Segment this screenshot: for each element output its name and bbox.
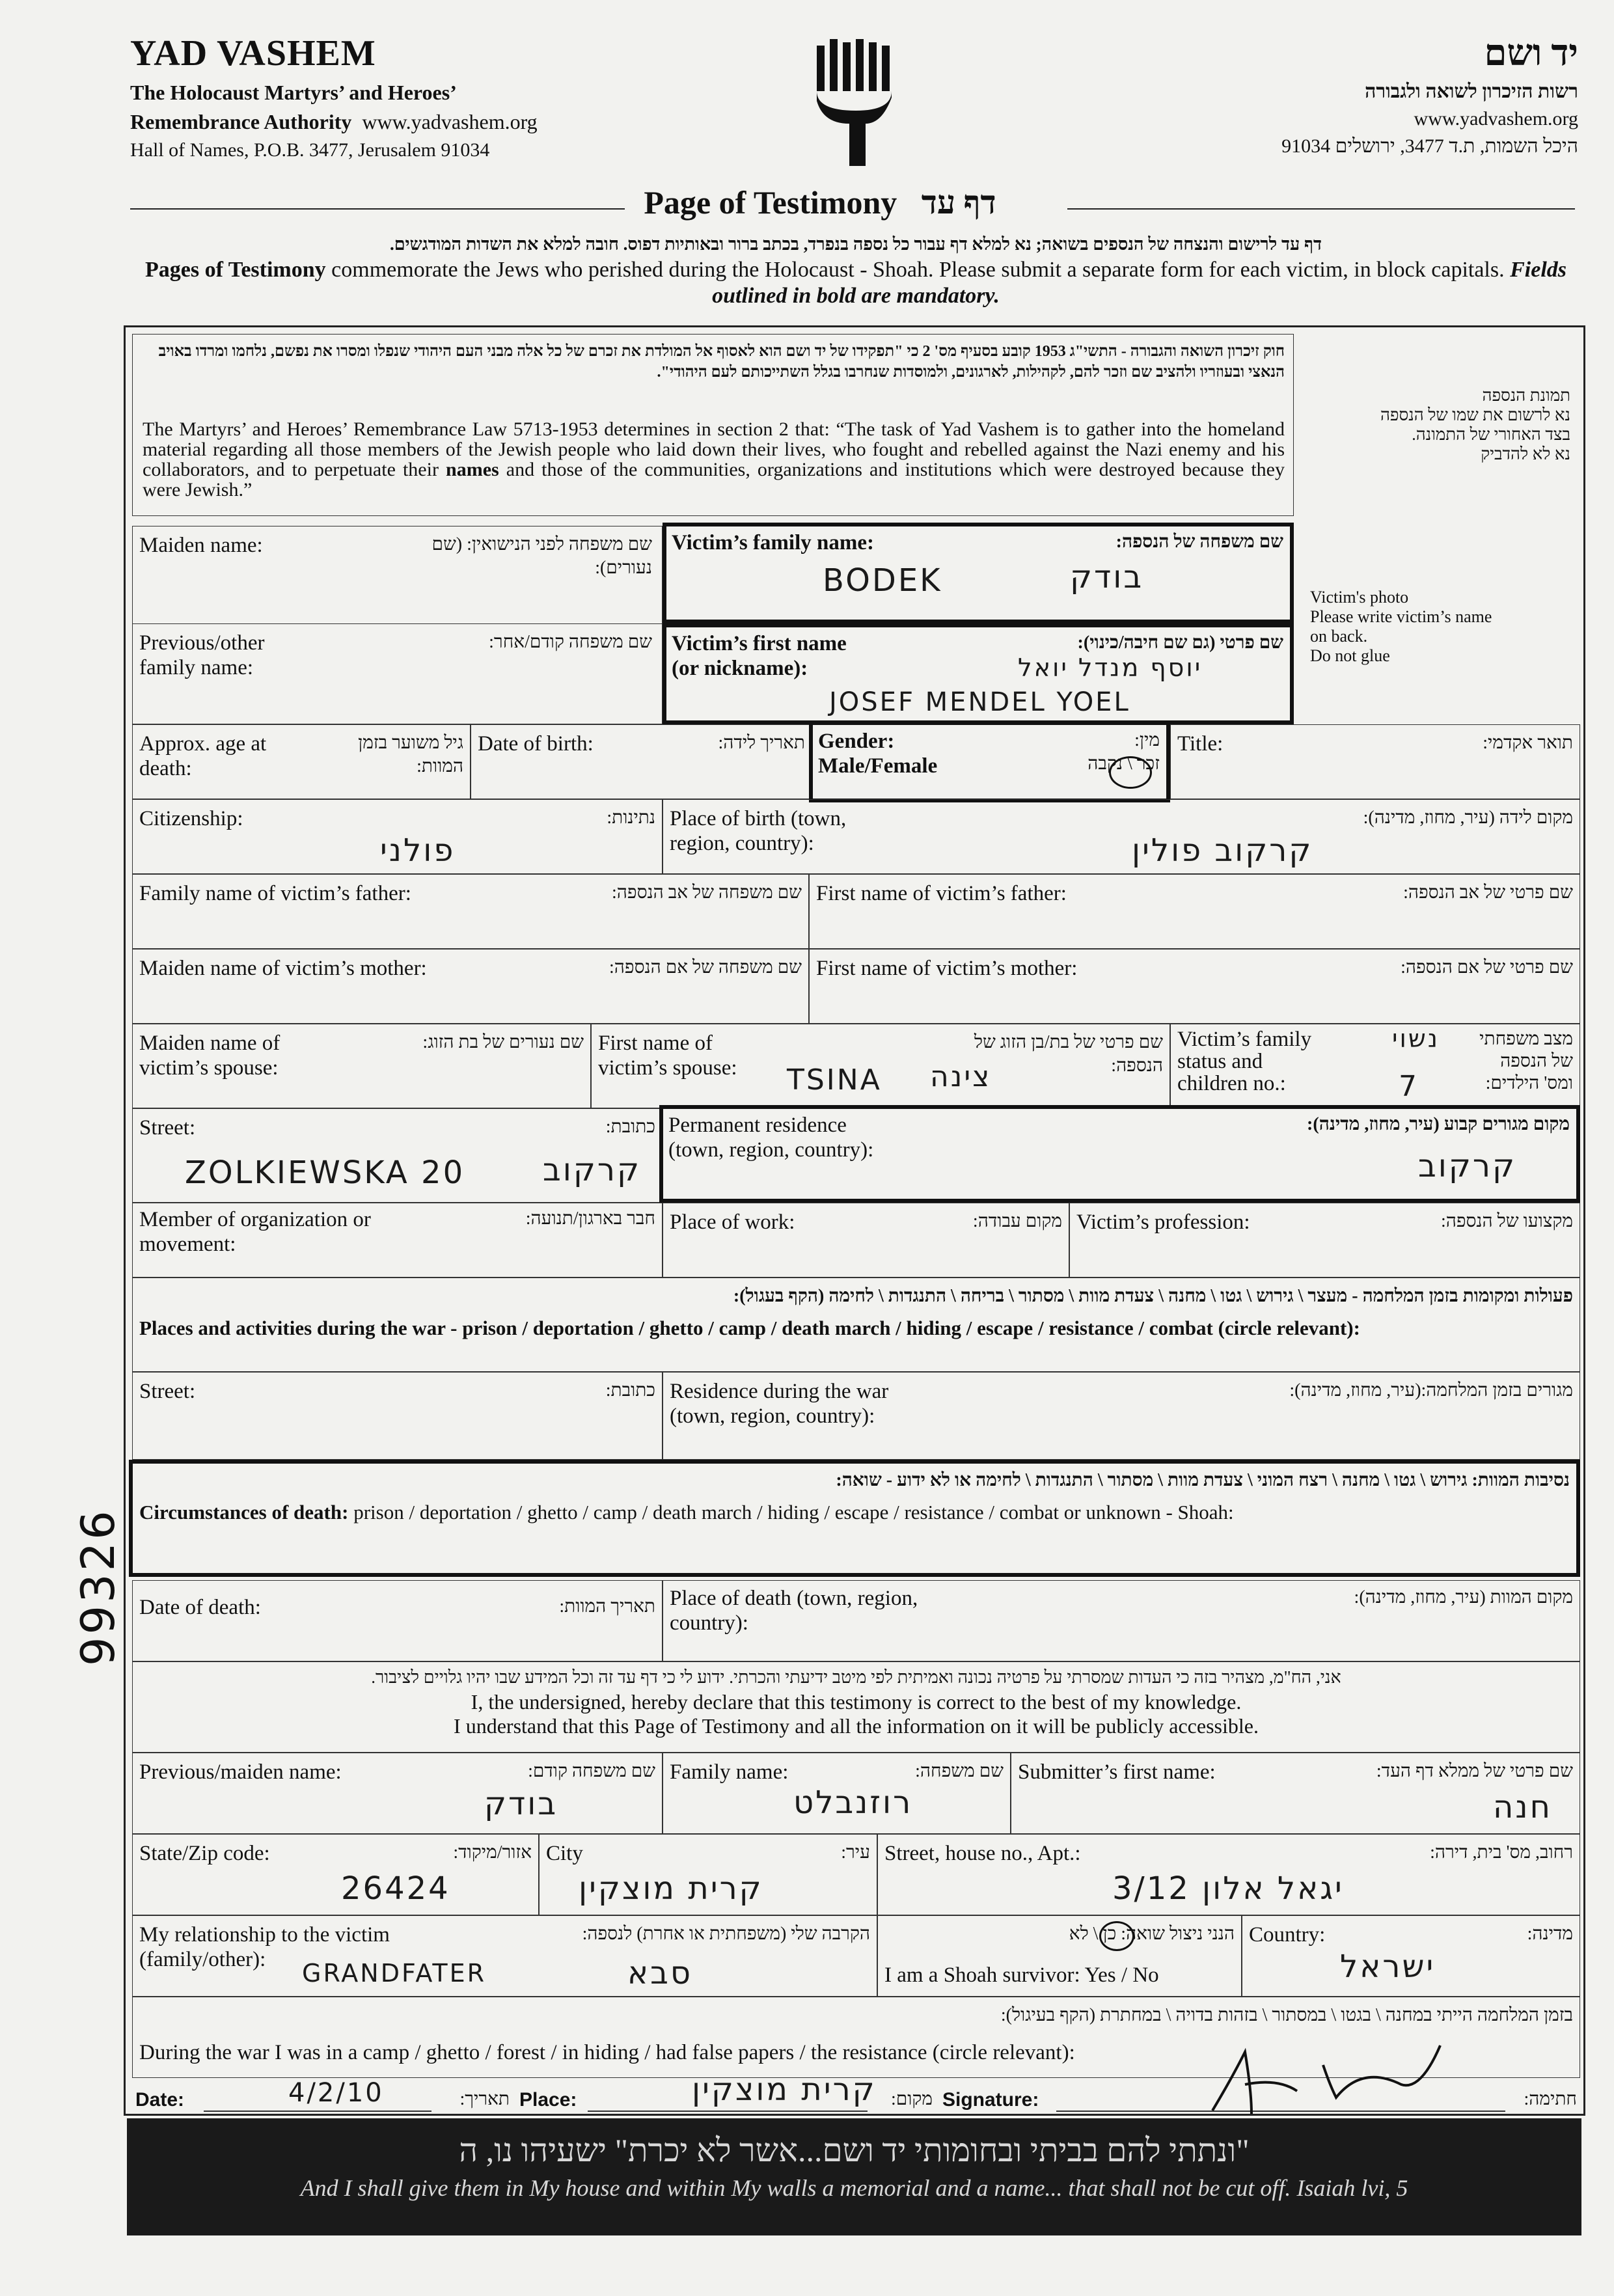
intro-he: דף עד לרישום והנצחה של הנספים בשואה; נא למלא דף עבור כל נספה בנפרד, בכתב ברור ובאותיות דפוס. חובה למלא את השדות המודגשים.	[389, 234, 1322, 254]
intro	[127, 231, 1585, 309]
zip-label-he: אזור/מיקוד:	[453, 1842, 532, 1863]
city-label: City	[546, 1842, 583, 1865]
title-rule-left	[130, 208, 625, 210]
birthplace-label-he: מקום לידה (עיר, מחוז, מדינה):	[1363, 808, 1573, 828]
first-name-label: Victim’s first name (or nickname):	[672, 632, 847, 680]
survivor-label-he: הנני ניצול שואה: כן \ לא	[1069, 1924, 1235, 1944]
academic-title-field[interactable]	[1170, 724, 1580, 799]
org-subtitle-he: רשות הזיכרון לשואה ולגבורה	[1365, 81, 1578, 102]
war-res-label: Residence during the war (town, region, country):	[670, 1380, 889, 1428]
first-name-label-he: שם פרטי (גם שם חיבה/כינוי):	[1077, 633, 1283, 653]
gender-label-he: מין: זכר \ נקבה	[1087, 730, 1160, 774]
organization-field[interactable]	[132, 1203, 663, 1278]
city-value-he: קרית מוצקין	[579, 1870, 763, 1907]
yad-vashem-logo-icon	[810, 39, 901, 169]
title-label-he: תואר אקדמי:	[1483, 733, 1573, 753]
side-reference-number: 99326	[72, 1508, 125, 1666]
law-box	[132, 334, 1294, 516]
sub-first-label-he: שם פרטי של ממלא דף העד:	[1376, 1761, 1573, 1781]
footer-quote-band	[127, 2118, 1581, 2235]
relationship-label-he: הקרבה שלי (משפחתית או אחרת) לנספה:	[582, 1924, 870, 1944]
signature-label: Signature:	[942, 2089, 1039, 2111]
declaration	[132, 1661, 1580, 1753]
citizenship-value-he: פולני	[380, 832, 456, 869]
circumstances-of-death-field[interactable]	[129, 1460, 1580, 1577]
activities-label: Places and activities during the war - prison / deportation / ghetto / camp / death march / hiding / escape / resistance / combat (circle relevant):	[139, 1317, 1360, 1339]
photo-note-en: Victim's photo Please write victim’s name on back. Do not glue	[1310, 588, 1492, 665]
place-line	[588, 2111, 868, 2112]
org-subtitle: The Holocaust Martyrs’ and Heroes’	[130, 81, 457, 104]
birthplace-value-he: קרקוב פולין	[1132, 832, 1313, 869]
spouse-first-value: TSINA	[787, 1063, 882, 1097]
profession-label: Victim’s profession:	[1076, 1210, 1250, 1234]
zip-value: 26424	[341, 1870, 450, 1907]
country-label-he: מדינה:	[1527, 1924, 1573, 1944]
family-name-label-he: שם משפחה של הנספה:	[1115, 532, 1283, 552]
mother-first-name-field[interactable]	[809, 949, 1580, 1024]
org-name-he: יד ושם	[1484, 33, 1578, 74]
sub-family-label-he: שם משפחה:	[915, 1761, 1004, 1781]
maiden-name-label-he: שם משפחה לפני הנישואין: (שם נעורים):	[431, 534, 652, 578]
date-label-he: תאריך:	[459, 2089, 510, 2109]
family-name-value: BODEK	[823, 562, 942, 599]
org-name: YAD VASHEM	[130, 33, 376, 74]
place-value-he: קרית מוצקין	[692, 2071, 877, 2108]
family-status-field[interactable]	[1170, 1024, 1580, 1108]
work-label: Place of work:	[670, 1210, 795, 1234]
intro-en: Pages of Testimony commemorate the Jews who perished during the Holocaust - Shoah. Please submit a separate form for each victim, in block capitals. Fields outlined in bold are mandatory.	[144, 258, 1567, 308]
page-title: Page of Testimony דף עד	[644, 184, 996, 221]
date-line	[204, 2111, 431, 2112]
street-label-he: כתובת:	[605, 1117, 655, 1137]
war-street-label: Street:	[139, 1380, 196, 1403]
declaration-he: אני, הח"מ, מצהיר בזה כי העדות שמסרתי על פרטיה נכונה ואמיתית לפי מיטב ידיעתי והכרתי. ידוע לי כי דף עד זה וכל המידע שבו יהיו גלויים לציבור.	[371, 1667, 1341, 1687]
sub-first-label: Submitter’s first name:	[1018, 1760, 1216, 1784]
previous-name-label-he: שם משפחה קודם/אחר:	[489, 632, 652, 652]
street-value: ZOLKIEWSKA 20	[185, 1155, 465, 1191]
org-label: Member of organization or movement:	[139, 1208, 371, 1256]
street-label: Street:	[139, 1116, 196, 1140]
org-subtitle-2: Remembrance Authority www.yadvashem.org	[130, 110, 538, 133]
activities-label-he: פעולות ומקומות בזמן המלחמה - מעצר \ גירוש \ גטו \ מחנה \ צעדת מוות \ מסתור \ בריחה \ התנגדות \ לחימה (הקף בעגול):	[733, 1286, 1573, 1306]
dob-label: Date of birth:	[478, 732, 594, 756]
victim-first-name-field[interactable]	[663, 623, 1294, 724]
war-activities-field[interactable]	[132, 1278, 1580, 1372]
citizenship-label-he: נתינות:	[607, 808, 655, 828]
submitter-family-name-field[interactable]	[663, 1753, 1011, 1834]
circumstances-label: Circumstances of death: prison / deportation / ghetto / camp / death march / hiding / escape / resistance / combat or unknown - Shoah:	[139, 1501, 1234, 1524]
gender-male-circle	[1109, 756, 1152, 789]
law-text-he: חוק זיכרון השואה והגבורה - התשי"ג 1953 קובע בסעיף מס' 2 כי "תפקידו של יד ושם הוא לאסוף אל המולדת את זכרם של כל אלה מבני העם היהודי שנפלו ומסרו את נפשם, נלחמו ומרדו באויב הנאצי ובעוזריו ולהציב שם וזכר להם, לקהילות, לארגונים, ולמוסדות שנחרבו בגלל השתייכותם לעם היהודי".	[158, 343, 1285, 381]
sub-family-value-he: רוזנבלט	[793, 1784, 913, 1821]
testimony-form	[124, 325, 1585, 2116]
spouse-first-name-field[interactable]	[591, 1024, 1170, 1108]
mother-maiden-label: Maiden name of victim’s mother:	[139, 957, 427, 980]
permanent-residence-field[interactable]	[659, 1105, 1580, 1203]
sub-prev-label-he: שם משפחה קודם:	[528, 1761, 655, 1781]
date-of-death-field[interactable]	[132, 1580, 663, 1661]
law-text-en: The Martyrs’ and Heroes’ Remembrance Law 5713-1953 determines in section 2 that: “The task of Yad Vashem is to gather into the homeland material regarding all those members of the Jewish people who laid down their lives, who fought and rebelled against the Nazi enemy and his collaborators, and to perpetuate their names and those of the communities, organizations and institutions which were destroyed because they were Jewish.”	[143, 418, 1285, 500]
previous-name-field[interactable]	[132, 623, 663, 724]
sub-family-label: Family name:	[670, 1760, 789, 1784]
citizenship-label: Citizenship:	[139, 807, 243, 830]
address-label-he: רחוב, מס' בית, דירה:	[1430, 1842, 1573, 1863]
sub-first-value-he: חנה	[1493, 1789, 1552, 1825]
perm-res-value-he: קרקוב	[1418, 1148, 1517, 1184]
relationship-label: My relationship to the victim (family/other):	[139, 1923, 390, 1971]
submitter-first-name-field[interactable]	[1011, 1753, 1580, 1834]
birthplace-field[interactable]	[663, 799, 1580, 874]
birthplace-label: Place of birth (town, region, country):	[670, 807, 847, 855]
pod-label-he: מקום המוות (עיר, מחוז, מדינה):	[1354, 1587, 1573, 1607]
father-first-label: First name of victim’s father:	[816, 882, 1067, 905]
relationship-value: GRANDFATER	[302, 1959, 487, 1988]
father-first-label-he: שם פרטי של אב הנספה:	[1403, 882, 1573, 903]
sub-prev-value-he: בודק	[484, 1786, 558, 1822]
place-of-work-field[interactable]	[663, 1203, 1069, 1278]
citizenship-field[interactable]	[132, 799, 663, 874]
dob-label-he: תאריך לידה:	[718, 733, 805, 753]
family-status-label: Victim’s family status and children no.:	[1177, 1028, 1312, 1095]
signature-icon	[1206, 2039, 1479, 2124]
dob-field[interactable]	[471, 724, 812, 799]
mother-first-label-he: שם פרטי של אם הנספה:	[1401, 957, 1573, 977]
relationship-field[interactable]	[132, 1915, 877, 1997]
footer-quote-he: "ונתתי להם בביתי ובחומותי יד ושם...אשר לא יכרת" ישעיהו נו, ה	[459, 2132, 1250, 2168]
family-status-label-he: מצב משפחתי של הנספה ומס' הילדים:	[1479, 1029, 1573, 1093]
declaration-en-2: I understand that this Page of Testimony and all the information on it will be publicly accessible.	[454, 1714, 1259, 1738]
survivor-no-circle	[1099, 1921, 1134, 1951]
previous-name-label: Previous/other family name:	[139, 631, 265, 679]
address-label: Street, house no., Apt.:	[884, 1842, 1081, 1865]
war-residence-field[interactable]	[663, 1372, 1580, 1460]
age-label-he: גיל משוער בזמן המוות:	[358, 733, 463, 776]
age-field[interactable]	[132, 724, 471, 799]
declaration-en-1: I, the undersigned, hereby declare that this testimony is correct to the best of my knowledge.	[471, 1690, 1242, 1714]
father-family-name-field[interactable]	[132, 874, 809, 949]
gender-label: Gender: Male/Female	[818, 730, 938, 778]
org-url-he: www.yadvashem.org	[1414, 108, 1578, 130]
date-label: Date:	[135, 2089, 185, 2111]
during-war-label: During the war I was in a camp / ghetto / forest / in hiding / had false papers / the resistance (circle relevant):	[139, 2041, 1075, 2064]
country-label: Country:	[1249, 1923, 1326, 1947]
father-first-name-field[interactable]	[809, 874, 1580, 949]
survivor-label: I am a Shoah survivor: Yes / No	[884, 1963, 1159, 1987]
photo-note-he: תמונת הנספה נא לרשום את שמו של הנספה בצד האחורי של התמונה. נא לא להדביק	[1380, 386, 1570, 463]
spouse-first-label: First name of victim’s spouse:	[598, 1032, 737, 1080]
dod-label-he: תאריך המוות:	[559, 1596, 655, 1617]
country-field[interactable]	[1242, 1915, 1580, 1997]
address-field[interactable]	[877, 1834, 1580, 1915]
family-status-value-he: נשוי	[1392, 1024, 1440, 1053]
perm-res-label: Permanent residence (town, region, country):	[668, 1114, 874, 1162]
war-street-field[interactable]	[132, 1372, 663, 1460]
dod-label: Date of death:	[139, 1596, 261, 1619]
war-res-label-he: מגורים בזמן המלחמה:(עיר, מחוז, מדינה):	[1289, 1380, 1573, 1401]
title-rule-right	[1067, 208, 1575, 210]
victim-family-name-field[interactable]	[663, 523, 1294, 623]
maiden-name-label: Maiden name:	[139, 534, 263, 557]
age-label: Approx. age at death:	[139, 732, 267, 780]
circumstances-label-he: נסיבות המוות: גירוש \ גטו \ מחנה \ רצח המוני \ צעדת מוות \ מסתור \ התנגדות \ לחימה או לא ידוע - שואה:	[836, 1470, 1570, 1490]
profession-label-he: מקצועו של הנספה:	[1440, 1211, 1573, 1231]
street-field[interactable]	[132, 1108, 663, 1203]
father-family-label-he: שם משפחה של אב הנספה:	[612, 882, 802, 903]
children-count-value: 7	[1399, 1070, 1419, 1103]
place-label: Place:	[519, 2089, 577, 2111]
title-label: Title:	[1177, 732, 1224, 756]
mother-first-label: First name of victim’s mother:	[816, 957, 1078, 980]
spouse-maiden-label: Maiden name of victim’s spouse:	[139, 1032, 280, 1080]
war-street-label-he: כתובת:	[605, 1380, 655, 1401]
signature-label-he: חתימה:	[1524, 2089, 1577, 2109]
address-value-he: יגאל אלון 3/12	[1112, 1870, 1344, 1907]
org-address-he: היכל השמות, ת.ד 3477, ירושלים 91034	[1281, 135, 1578, 157]
sub-prev-label: Previous/maiden name:	[139, 1760, 342, 1784]
perm-res-label-he: מקום מגורים קבוע (עיר, מחוז, מדינה):	[1307, 1114, 1570, 1134]
spouse-first-label-he: שם פרטי של בת/בן הזוג של הנספה:	[974, 1032, 1163, 1076]
pod-label: Place of death (town, region, country):	[670, 1587, 918, 1635]
spouse-first-value-he: צינה	[930, 1060, 992, 1093]
country-value-he: ישראל	[1340, 1948, 1436, 1985]
street-value-he: קרקוב	[543, 1152, 642, 1188]
city-field[interactable]	[539, 1834, 877, 1915]
mother-maiden-name-field[interactable]	[132, 949, 809, 1024]
header-english	[130, 33, 716, 161]
date-value: 4/2/10	[288, 2078, 384, 2108]
header-hebrew	[992, 33, 1578, 157]
first-name-value: JOSEF MENDEL YOEL	[829, 687, 1130, 717]
footer-quote-en: And I shall give them in My house and within My walls a memorial and a name... that shall not be cut off. Isaiah lvi, 5	[300, 2175, 1408, 2201]
place-of-death-field[interactable]	[663, 1580, 1580, 1661]
org-address: Hall of Names, P.O.B. 3477, Jerusalem 91034	[130, 139, 490, 161]
family-name-value-he: בודק	[1070, 559, 1144, 595]
spouse-maiden-name-field[interactable]	[132, 1024, 591, 1108]
profession-field[interactable]	[1069, 1203, 1580, 1278]
first-name-value-he: יוסף מנדל יואל	[1018, 653, 1203, 682]
city-label-he: עיר:	[841, 1842, 870, 1863]
org-label-he: חבר בארגון/תנועה:	[525, 1209, 655, 1229]
family-name-label: Victim’s family name:	[672, 531, 874, 554]
during-war-label-he: בזמן המלחמה הייתי במחנה \ בגטו \ במסתור \ בזהות בדויה \ במחתרת (הקף בעיגול):	[1000, 2005, 1573, 2025]
mother-maiden-label-he: שם משפחה של אם הנספה:	[609, 957, 802, 977]
relationship-value-he: סבא	[627, 1955, 692, 1991]
place-label-he: מקום:	[891, 2089, 933, 2109]
spouse-maiden-label-he: שם נעורים של בת הזוג:	[422, 1032, 584, 1052]
submitter-previous-name-field[interactable]	[132, 1753, 663, 1834]
zip-label: State/Zip code:	[139, 1842, 270, 1865]
survivor-field[interactable]	[877, 1915, 1242, 1997]
gender-field[interactable]	[809, 721, 1170, 802]
zip-field[interactable]	[132, 1834, 539, 1915]
work-label-he: מקום עבודה:	[972, 1211, 1062, 1231]
father-family-label: Family name of victim’s father:	[139, 882, 411, 905]
